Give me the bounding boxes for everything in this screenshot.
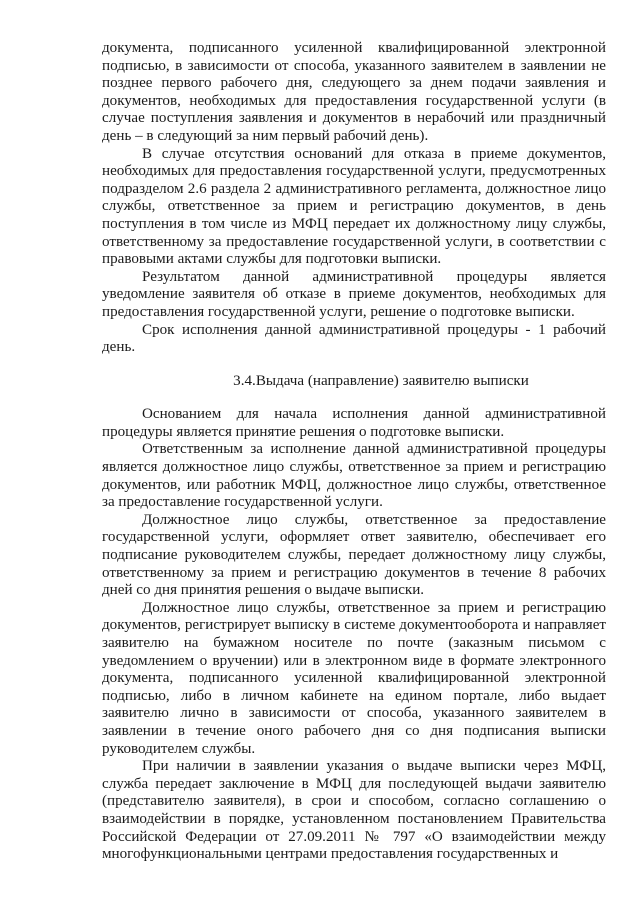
paragraph-procedure-term: Срок исполнения данной административной процедуры - 1 рабочий день. [102,321,606,356]
paragraph-transfer-documents: В случае отсутствия оснований для отказа в приеме документов, необходимых для предоставления государственной услуги, предусмотренных подразделом 2.6 раздела 2 административного регламента, должностное лицо службы, ответственное за прием и регистрацию документов, в день поступления в том числе из МФЦ передает их должностному лицу службы, ответственному за предоставление государственной услуги, в соответствии с правовыми актами службы для подготовки выписки. [102,145,606,268]
paragraph-grounds: Основанием для начала исполнения данной административной процедуры является принятие решения о подготовке выписки. [102,406,606,440]
document-page [102,40,606,864]
paragraph-responsible: Ответственным за исполнение данной административной процедуры является должностное лицо службы, ответственное за прием и регистрацию документов, или работник МФЦ, должностное лицо службы, ответственное за предоставление государственной услуги. [102,441,606,511]
section-heading: 3.4.Выдача (направление) заявителю выписки [233,372,529,389]
paragraph-mfc-delivery: При наличии в заявлении указания о выдаче выписки через МФЦ, служба передает заключение в МФЦ для последующей выдачи заявителю (представителю заявителя), в срои и способом, согласно соглашению о взаимодействии в порядке, установленном постановлением Правительства Российской Федерации от 27.09.2011 № 797 «О взаимодействии между многофункциональными центрами предоставления государственных и [102,758,606,863]
paragraph-official-prepares: Должностное лицо службы, ответственное за предоставление государственной услуги, оформляет ответ заявителю, обеспечивает его подписание руководителем службы, передает должностному лицу службы, ответственному за прием и регистрацию документов в течение 8 рабочих дней со дня принятия решения о выдаче выписки. [102,511,606,599]
paragraph-procedure-result: Результатом данной административной процедуры является уведомление заявителя об отказе в приеме документов, необходимых для предоставления государственной услуги, решение о подготовке выписки. [102,268,606,320]
paragraph-continuation: документа, подписанного усиленной квалифицированной электронной подписью, в зависимости от способа, указанного заявителем в заявлении не позднее первого рабочего дня, следующего за днем подачи заявления и документов, необходимых для предоставления государственной услуги (в случае поступления заявления и документов в нерабочий или праздничный день – в следующий за ним первый рабочий день). [102,40,606,144]
paragraph-registration: Должностное лицо службы, ответственное за прием и регистрацию документов, регистрирует выписку в системе документооборота и направляет заявителю на бумажном носителе по почте (заказным письмом с уведомлением о вручении) или в электронном виде в формате электронного документа, подписанного усиленной квалифицированной электронной подписью, либо в личном кабинете на едином портале, либо выдает заявителю лично в зависимости от способа, указанного заявителем в заявлении в течение оного рабочего дня со дня подписания выписки руководителем службы. [102,599,606,757]
